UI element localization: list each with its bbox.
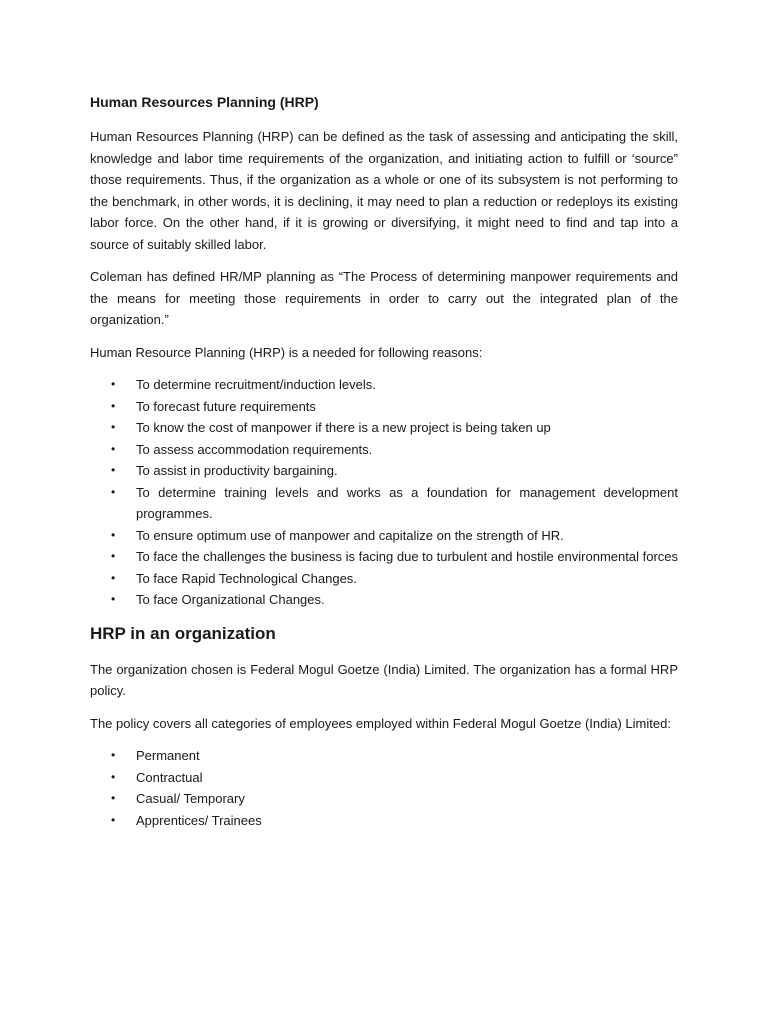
bullet-icon: •: [111, 570, 116, 585]
list-item: • To determine training levels and works as a foundation for management development programmes.: [90, 482, 678, 525]
list-item: • Contractual: [90, 767, 678, 789]
document-page: [90, 92, 678, 843]
bullet-icon: •: [111, 549, 116, 563]
list-item: • To forecast future requirements: [90, 396, 678, 418]
reasons-list: [90, 374, 678, 611]
list-item: • To face the challenges the business is facing due to turbulent and hostile environmental forces: [90, 546, 678, 568]
list-item: • To assess accommodation requirements.: [90, 439, 678, 461]
bullet-icon: •: [111, 463, 116, 477]
employee-categories-list: [90, 745, 678, 831]
bullet-icon: •: [111, 812, 116, 827]
paragraph-reasons-intro: Human Resource Planning (HRP) is a needed for following reasons:: [90, 344, 483, 360]
list-item: • To determine recruitment/induction levels.: [90, 374, 678, 396]
list-item: • To know the cost of manpower if there is a new project is being taken up: [90, 417, 678, 439]
section-title-hrp-organization: HRP in an organization: [90, 623, 276, 643]
paragraph-definition: Human Resources Planning (HRP) can be defined as the task of assessing and anticipating the skill, knowledge and labor time requirements of the organization, and initiating action to fulfill or ‘source” those requirements. Thus, if the organization as a whole or one of its subsystem is not performing to the benchmark, in other words, it is declining, it may need to plan a reduction or redeploys its existing labor force. On the other hand, if it is growing or diversifying, it might need to find and tap into a source of suitably skilled labor.: [90, 129, 678, 252]
bullet-icon: •: [111, 398, 116, 413]
bullet-icon: •: [111, 791, 116, 805]
bullet-icon: •: [111, 769, 116, 784]
list-item: • To assist in productivity bargaining.: [90, 460, 678, 482]
list-item: • Apprentices/ Trainees: [90, 810, 678, 832]
list-item: • To ensure optimum use of manpower and capitalize on the strength of HR.: [90, 525, 678, 547]
paragraph-policy-coverage: The policy covers all categories of employees employed within Federal Mogul Goetze (India) Limited:: [90, 715, 671, 731]
bullet-icon: •: [111, 527, 116, 542]
section-title-hrp: Human Resources Planning (HRP): [90, 94, 319, 110]
list-item: • Casual/ Temporary: [90, 788, 678, 810]
bullet-icon: •: [111, 441, 116, 456]
list-item: • Permanent: [90, 745, 678, 767]
list-item: • To face Rapid Technological Changes.: [90, 568, 678, 590]
bullet-icon: •: [111, 420, 116, 434]
paragraph-organization-chosen: The organization chosen is Federal Mogul Goetze (India) Limited. The organization has a formal HRP policy.: [90, 661, 678, 698]
paragraph-coleman-definition: Coleman has defined HR/MP planning as “The Process of determining manpower requirements and the means for meeting those requirements in order to carry out the integrated plan of the organization.”: [90, 269, 678, 327]
list-item: • To face Organizational Changes.: [90, 589, 678, 611]
bullet-icon: •: [111, 748, 116, 762]
bullet-icon: •: [111, 484, 116, 499]
bullet-icon: •: [111, 592, 116, 606]
bullet-icon: •: [111, 377, 116, 391]
